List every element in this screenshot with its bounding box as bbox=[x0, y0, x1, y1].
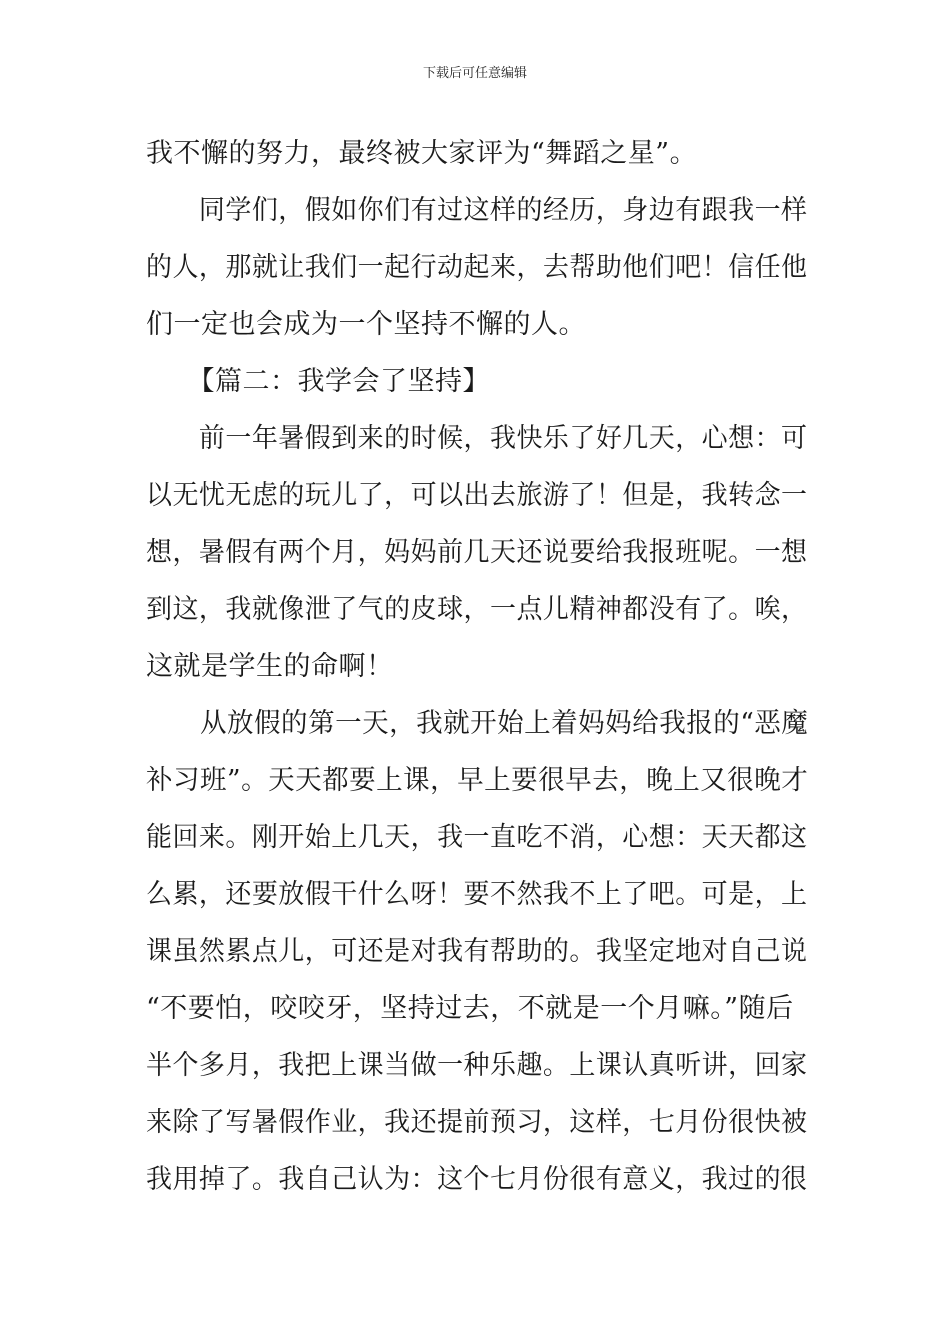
body-line: 到这，我就像泄了气的皮球，一点儿精神都没有了。唉， bbox=[146, 594, 808, 625]
body-line: 这就是学生的命啊！ bbox=[146, 651, 394, 682]
body-line: 的人，那就让我们一起行动起来，去帮助他们吧！信任他 bbox=[146, 252, 808, 283]
body-line: 来除了写暑假作业，我还提前预习，这样，七月份很快被 bbox=[146, 1107, 808, 1138]
body-line: 么累，还要放假干什么呀！要不然我不上了吧。可是，上 bbox=[146, 879, 808, 910]
body-line: 以无忧无虑的玩儿了，可以出去旅游了！但是，我转念一 bbox=[146, 480, 808, 511]
body-line: 我不懈的努力，最终被大家评为“舞蹈之星”。 bbox=[146, 138, 698, 169]
body-line: 想，暑假有两个月，妈妈前几天还说要给我报班呢。一想 bbox=[146, 537, 808, 568]
body-line: “不要怕，咬咬牙，坚持过去，不就是一个月嘛。”随后 bbox=[146, 993, 794, 1024]
section-heading: 【篇二：我学会了坚持】 bbox=[146, 366, 490, 397]
body-line: 们一定也会成为一个坚持不懈的人。 bbox=[146, 309, 586, 340]
body-line: 补习班”。天天都要上课，早上要很早去，晚上又很晚才 bbox=[146, 765, 809, 796]
page-header: 下载后可任意编辑 bbox=[422, 66, 527, 81]
body-line: 半个多月，我把上课当做一种乐趣。上课认真听讲，回家 bbox=[146, 1050, 808, 1081]
body-line: 从放假的第一天，我就开始上着妈妈给我报的“恶魔 bbox=[146, 708, 809, 739]
body-line: 我用掉了。我自己认为：这个七月份很有意义，我过的很 bbox=[146, 1164, 808, 1195]
body-line: 能回来。刚开始上几天，我一直吃不消，心想：天天都这 bbox=[146, 822, 808, 853]
body-line: 同学们，假如你们有过这样的经历，身边有跟我一样 bbox=[146, 195, 808, 226]
body-line: 课虽然累点儿，可还是对我有帮助的。我坚定地对自己说 bbox=[146, 936, 808, 967]
body-line: 前一年暑假到来的时候，我快乐了好几天，心想：可 bbox=[146, 423, 808, 454]
